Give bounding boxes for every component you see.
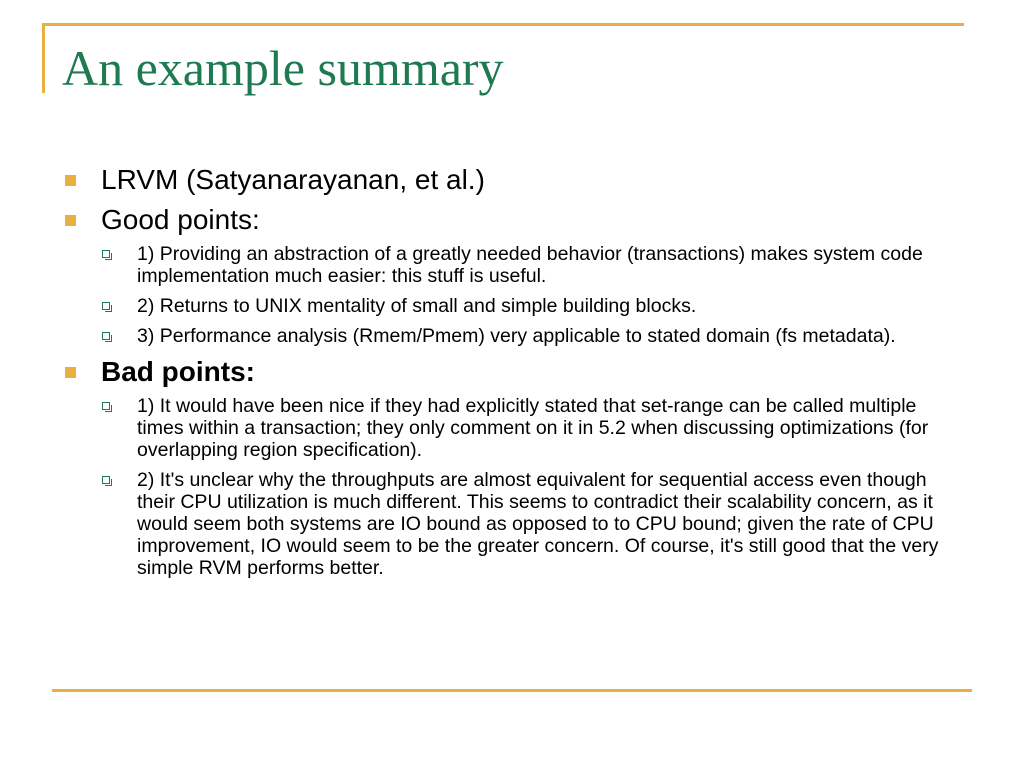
sub-bullet-text: 3) Performance analysis (Rmem/Pmem) very applicable to stated domain (fs metadata).	[137, 325, 896, 347]
sub-bullet-text: 2) Returns to UNIX mentality of small and simple building blocks.	[137, 295, 697, 317]
bullet-text: LRVM (Satyanarayanan, et al.)	[101, 164, 485, 195]
box-bullet-icon	[102, 250, 110, 258]
sub-bullet-bad-1	[62, 395, 957, 461]
square-bullet-icon	[65, 175, 76, 186]
box-bullet-icon	[102, 402, 110, 410]
box-bullet-icon	[102, 332, 110, 340]
bottom-rule	[52, 689, 972, 692]
left-rule	[42, 23, 45, 93]
bullet-item-lrvm	[62, 163, 962, 197]
sub-bullet-bad-2	[62, 469, 957, 579]
bullet-item-bad-points	[62, 355, 962, 389]
slide-title: An example summary	[62, 40, 504, 96]
bullet-item-good-points	[62, 203, 962, 237]
square-bullet-icon	[65, 215, 76, 226]
square-bullet-icon	[65, 367, 76, 378]
bullet-text: Good points:	[101, 204, 260, 235]
box-bullet-icon	[102, 476, 110, 484]
sub-bullet-text: 2) It's unclear why the throughputs are almost equivalent for sequential access even though their CPU utilization is much different. This seems to contradict their scalability concern, as it would seem both systems are IO bound as opposed to to CPU bound; given the rate of CPU improvement, IO would seem to be the greater concern. Of course, it's still good that the very simple RVM performs better.	[137, 469, 939, 579]
bullet-text: Bad points:	[101, 356, 255, 387]
top-rule	[42, 23, 964, 26]
sub-bullet-text: 1) Providing an abstraction of a greatly needed behavior (transactions) makes system code implementation much easier: this stuff is useful.	[137, 243, 923, 287]
sub-bullet-good-3	[62, 325, 957, 347]
box-bullet-icon	[102, 302, 110, 310]
sub-bullet-text: 1) It would have been nice if they had explicitly stated that set-range can be called multiple times within a transaction; they only comment on it in 5.2 when discussing optimizations (for overlapping region specification).	[137, 395, 929, 461]
bullet-list	[62, 163, 962, 587]
sub-bullet-good-1	[62, 243, 957, 287]
sub-bullet-good-2	[62, 295, 957, 317]
